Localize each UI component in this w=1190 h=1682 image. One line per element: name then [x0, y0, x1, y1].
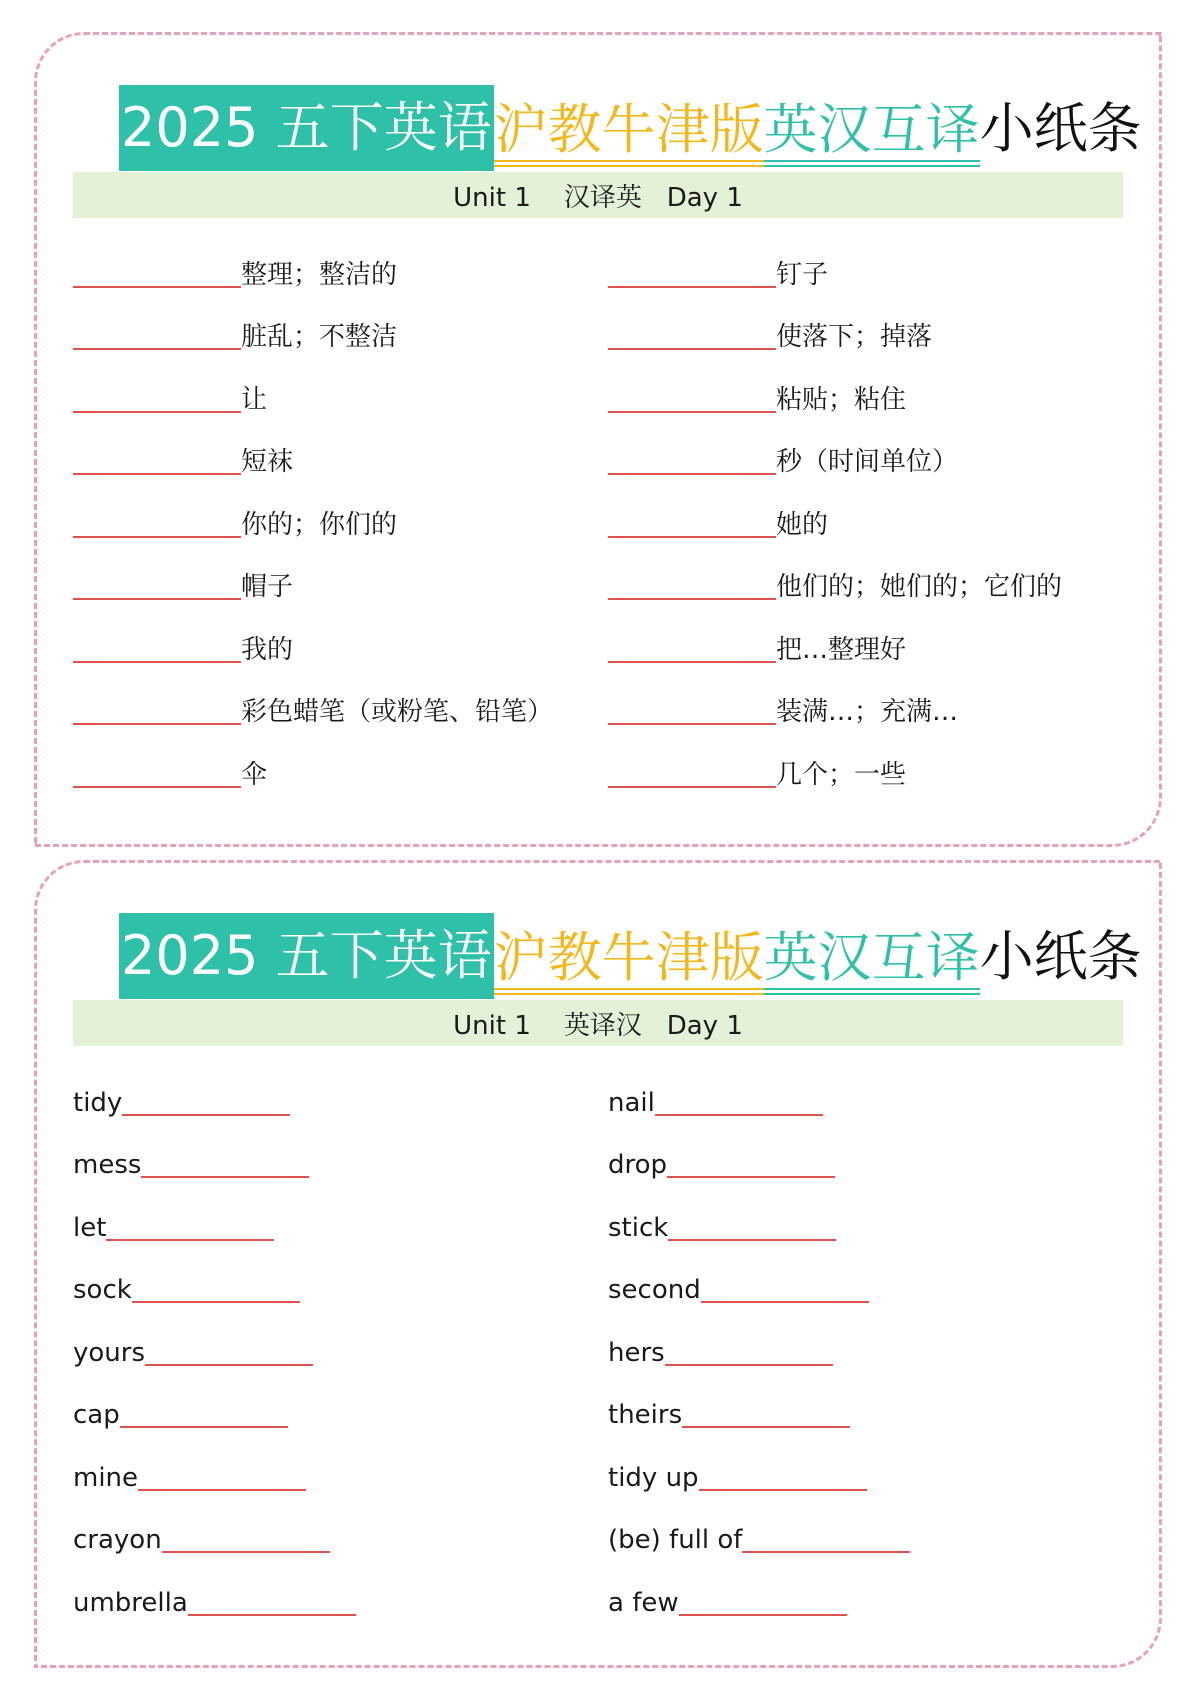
answer-blank[interactable] [73, 286, 241, 288]
list-item [608, 608, 1128, 671]
list-item [73, 483, 593, 546]
worksheet-card-cn-to-en [34, 32, 1162, 847]
answer-blank[interactable] [668, 1239, 836, 1241]
title-edition: 沪教牛津版 [494, 100, 764, 167]
title-topic: 英汉互译 [764, 928, 980, 995]
prompt-text: 我的 [241, 634, 294, 665]
prompt-text: 钉子 [776, 259, 829, 290]
answer-blank[interactable] [73, 473, 241, 475]
list-item [73, 546, 593, 609]
answer-blank[interactable] [679, 1614, 847, 1616]
prompt-text: 彩色蜡笔（或粉笔、铅笔） [241, 697, 554, 727]
prompt-text: 整理；整洁的 [241, 259, 398, 290]
prompt-text: nail [608, 1087, 655, 1118]
answer-blank[interactable] [120, 1426, 288, 1428]
title-year-grade: 2025 五下英语 [119, 913, 494, 999]
answer-blank[interactable] [665, 1364, 833, 1366]
prompt-text: mine [73, 1462, 139, 1493]
prompt-text: 他们的；她们的；它们的 [776, 572, 1063, 602]
answer-blank[interactable] [162, 1551, 330, 1553]
answer-blank[interactable] [73, 661, 241, 663]
unit-banner: Unit 1 英译汉 Day 1 [73, 1000, 1123, 1046]
list-item [73, 233, 593, 296]
prompt-text: hers [608, 1337, 665, 1368]
list-item [73, 608, 593, 671]
prompt-text: 让 [241, 384, 268, 415]
list-item [73, 421, 593, 484]
prompt-text: (be) full of [608, 1525, 743, 1555]
answer-blank[interactable] [608, 286, 776, 288]
prompt-text: 她的 [776, 509, 829, 540]
list-item [608, 1311, 1128, 1374]
prompt-text: let [73, 1212, 107, 1243]
list-item [73, 1561, 593, 1624]
list-item [608, 1561, 1128, 1624]
list-item [73, 671, 593, 734]
list-item [608, 296, 1128, 359]
title-topic: 英汉互译 [764, 100, 980, 167]
prompt-text: 几个；一些 [776, 759, 907, 790]
prompt-text: 装满…；充满… [776, 697, 959, 727]
word-list-left [73, 233, 593, 796]
prompt-text: 把…整理好 [776, 634, 907, 665]
unit-banner: Unit 1 汉译英 Day 1 [73, 172, 1123, 218]
answer-blank[interactable] [608, 473, 776, 475]
list-item [73, 1436, 593, 1499]
answer-blank[interactable] [73, 786, 241, 788]
list-item [608, 1061, 1128, 1124]
list-item [73, 733, 593, 796]
list-item [608, 421, 1128, 484]
word-list-right [608, 233, 1128, 796]
answer-blank[interactable] [655, 1114, 823, 1116]
prompt-text: 秒（时间单位） [776, 447, 959, 477]
answer-blank[interactable] [608, 348, 776, 350]
answer-blank[interactable] [699, 1489, 867, 1491]
title-year-grade: 2025 五下英语 [119, 85, 494, 171]
prompt-text: second [608, 1275, 701, 1305]
list-item [608, 1124, 1128, 1187]
list-item [73, 1499, 593, 1562]
list-item [608, 483, 1128, 546]
answer-blank[interactable] [667, 1176, 835, 1178]
prompt-text: sock [73, 1275, 132, 1305]
answer-blank[interactable] [73, 723, 241, 725]
list-item [73, 1374, 593, 1437]
answer-blank[interactable] [188, 1614, 356, 1616]
answer-blank[interactable] [608, 661, 776, 663]
page-title [119, 85, 1142, 171]
answer-blank[interactable] [73, 598, 241, 600]
list-item [608, 358, 1128, 421]
list-item [608, 546, 1128, 609]
list-item [608, 233, 1128, 296]
word-list-left [73, 1061, 593, 1624]
answer-blank[interactable] [701, 1301, 869, 1303]
list-item [608, 1436, 1128, 1499]
list-item [73, 358, 593, 421]
list-item [73, 1124, 593, 1187]
title-suffix: 小纸条 [979, 97, 1142, 160]
answer-blank[interactable] [122, 1114, 290, 1116]
prompt-text: mess [73, 1150, 142, 1180]
answer-blank[interactable] [141, 1176, 309, 1178]
answer-blank[interactable] [145, 1364, 313, 1366]
title-suffix: 小纸条 [979, 925, 1142, 988]
list-item [73, 1061, 593, 1124]
prompt-text: tidy up [608, 1462, 699, 1493]
prompt-text: stick [608, 1212, 669, 1243]
answer-blank[interactable] [106, 1239, 274, 1241]
list-item [608, 733, 1128, 796]
answer-blank[interactable] [608, 598, 776, 600]
prompt-text: 帽子 [241, 572, 294, 602]
prompt-text: 粘贴；粘住 [776, 384, 907, 415]
list-item [608, 1249, 1128, 1312]
prompt-text: 短袜 [241, 447, 294, 477]
answer-blank[interactable] [608, 536, 776, 538]
answer-blank[interactable] [608, 786, 776, 788]
prompt-text: crayon [73, 1525, 162, 1555]
answer-blank[interactable] [608, 411, 776, 413]
prompt-text: drop [608, 1150, 668, 1180]
prompt-text: cap [73, 1400, 120, 1430]
page-title [119, 913, 1142, 999]
prompt-text: umbrella [73, 1587, 188, 1618]
answer-blank[interactable] [73, 411, 241, 413]
answer-blank[interactable] [682, 1426, 850, 1428]
list-item [608, 1374, 1128, 1437]
answer-blank[interactable] [138, 1489, 306, 1491]
list-item [73, 1186, 593, 1249]
prompt-text: 使落下；掉落 [776, 322, 933, 352]
prompt-text: 伞 [241, 759, 268, 790]
word-list-right [608, 1061, 1128, 1624]
title-edition: 沪教牛津版 [494, 928, 764, 995]
prompt-text: 你的；你们的 [241, 509, 398, 540]
prompt-text: theirs [608, 1400, 683, 1430]
answer-blank[interactable] [742, 1551, 910, 1553]
list-item [73, 1311, 593, 1374]
worksheet-card-en-to-cn [34, 860, 1162, 1668]
answer-blank[interactable] [73, 536, 241, 538]
prompt-text: tidy [73, 1087, 123, 1118]
list-item [608, 1499, 1128, 1562]
list-item [73, 1249, 593, 1312]
prompt-text: 脏乱；不整洁 [241, 322, 398, 352]
answer-blank[interactable] [132, 1301, 300, 1303]
prompt-text: yours [73, 1337, 146, 1368]
list-item [608, 1186, 1128, 1249]
list-item [608, 671, 1128, 734]
prompt-text: a few [608, 1587, 679, 1618]
answer-blank[interactable] [73, 348, 241, 350]
answer-blank[interactable] [608, 723, 776, 725]
list-item [73, 296, 593, 359]
